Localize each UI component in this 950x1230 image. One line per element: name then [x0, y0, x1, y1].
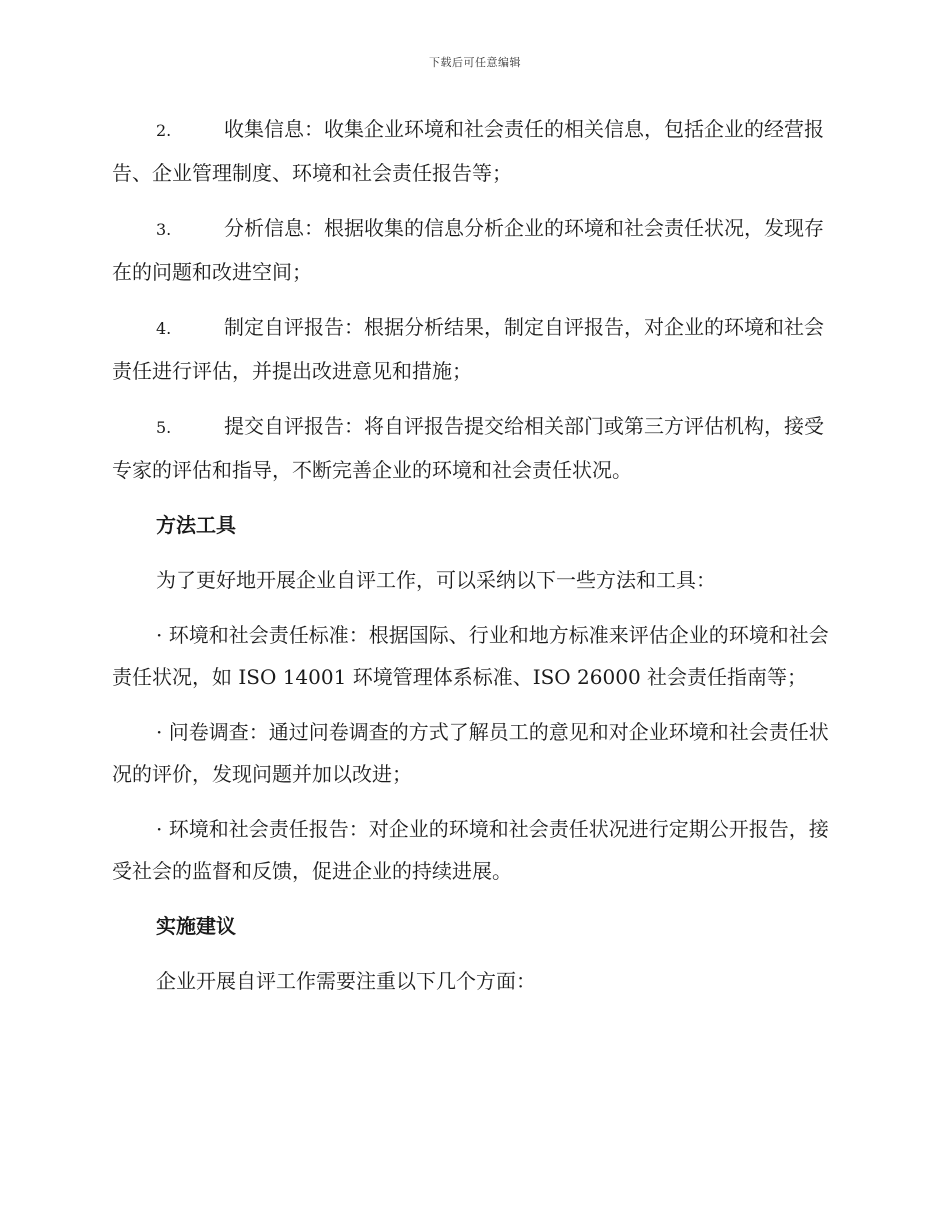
- step-item: [112, 207, 836, 293]
- methods-intro: 为了更好地开展企业自评工作，可以采纳以下一些方法和工具：: [156, 568, 716, 592]
- document-body: [112, 108, 836, 1015]
- step-text: 分析信息：根据收集的信息分析企业的环境和社会责任状况，发现存在的问题和改进空间；: [112, 216, 824, 284]
- step-item: [112, 306, 836, 392]
- method-item: · 环境和社会责任标准：根据国际、行业和地方标准来评估企业的环境和社会责任状况，如 ISO 14001 环境管理体系标准、ISO 26000 社会责任指南等；: [112, 623, 829, 689]
- step-text: 提交自评报告：将自评报告提交给相关部门或第三方评估机构，接受专家的评估和指导，不断完善企业的环境和社会责任状况。: [112, 414, 824, 482]
- method-item: · 环境和社会责任报告：对企业的环境和社会责任状况进行定期公开报告，接受社会的监督和反馈，促进企业的持续进展。: [112, 817, 829, 883]
- section-heading-implementation: 实施建议: [156, 914, 236, 938]
- step-text: 制定自评报告：根据分析结果，制定自评报告，对企业的环境和社会责任进行评估，并提出改进意见和措施；: [112, 315, 824, 383]
- step-item: [112, 405, 836, 491]
- page-header: 下载后可任意编辑: [429, 56, 521, 69]
- step-number: 2.: [156, 121, 172, 140]
- section-heading-methods: 方法工具: [156, 513, 236, 537]
- step-number: 3.: [156, 220, 172, 239]
- implementation-intro: 企业开展自评工作需要注重以下几个方面：: [156, 969, 536, 993]
- step-number: 5.: [156, 418, 172, 437]
- step-text: 收集信息：收集企业环境和社会责任的相关信息，包括企业的经营报告、企业管理制度、环境和社会责任报告等；: [112, 117, 824, 185]
- step-item: [112, 108, 836, 194]
- method-item: · 问卷调查：通过问卷调查的方式了解员工的意见和对企业环境和社会责任状况的评价，发现问题并加以改进；: [112, 720, 829, 786]
- step-number: 4.: [156, 319, 172, 338]
